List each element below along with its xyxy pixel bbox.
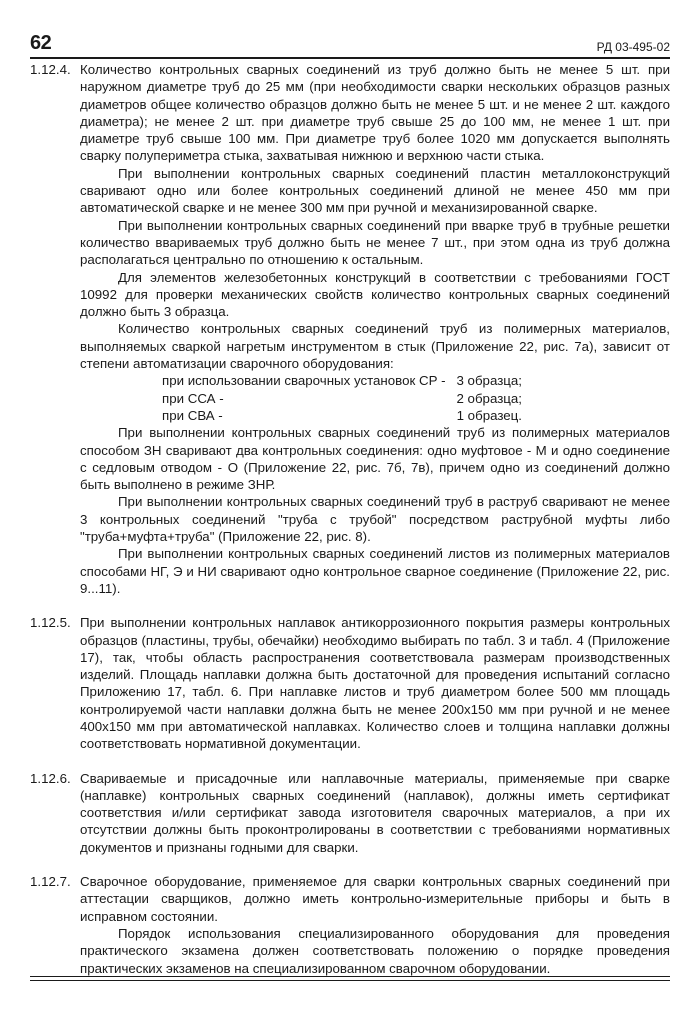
- list-item-label: при ССА -: [162, 390, 224, 406]
- page-header: [30, 32, 670, 58]
- paragraph: При выполнении контрольных сварных соединений листов из полимерных материалов способами НГ, Э и НИ сваривают одно контрольное сварное соединение (Приложение 22, рис. 9...11).: [80, 546, 670, 596]
- section-number: 1.12.7.: [30, 874, 71, 890]
- document-code: РД 03-495-02: [596, 40, 670, 54]
- list-item: [162, 407, 522, 424]
- paragraph: Сварочное оборудование, применяемое для сварки контрольных сварных соединений при аттестации сварщиков, должно иметь контрольно-измерительные приборы и быть в исправном состоянии.: [80, 874, 670, 924]
- section-1-12-6: [30, 770, 670, 856]
- section-number: 1.12.5.: [30, 615, 71, 631]
- sample-count-list: [162, 372, 522, 424]
- list-item: [162, 390, 522, 407]
- list-item-value: 3 образца;: [456, 373, 522, 389]
- section-number: 1.12.4.: [30, 62, 71, 77]
- section-body: [80, 614, 670, 752]
- list-item-value: 1 образец.: [456, 407, 522, 423]
- paragraph: При выполнении контрольных сварных соединений пластин металлоконструкций сваривают одно или более контрольных соединений длиной не менее 450 мм при автоматической сварке и не менее 300 мм при ручной и механизированной сварке.: [80, 165, 670, 216]
- section-body: [80, 770, 670, 856]
- paragraph: Порядок использования специализированного оборудования для проведения практического экзамена должен соответствовать положению о порядке проведения практических экзаменов на специализированном сварочном оборудовании.: [80, 925, 670, 976]
- footer-rule: [30, 980, 670, 981]
- section-1-12-4: [30, 61, 670, 597]
- paragraph: Количество контрольных сварных соединений труб из полимерных материалов, выполняемых сваркой нагретым инструментом в стык (Приложение 22, рис. 7а), зависит от степени автоматизации сварочного оборудования:: [80, 321, 670, 372]
- section-number: 1.12.6.: [30, 770, 71, 786]
- list-item-label: при использовании сварочных установок СР -: [162, 373, 446, 389]
- paragraph: Свариваемые и присадочные или наплавочные материалы, применяемые при сварке (наплавке) контрольных сварных соединений (наплавок), должны иметь сертификат соответствия и/или сертификат завода изготовителя сварочных материалов, а при их отсутствии должны быть проконтролированы в соответствии с требованиями нормативных документов и признаны годными для сварки.: [80, 770, 670, 855]
- paragraph: При выполнении контрольных сварных соединений при вварке труб в трубные решетки количество ввариваемых труб должно быть не менее 7 шт., при этом одна из труб должна располагаться центрально по отношению к остальным.: [80, 217, 670, 268]
- header-rule: [30, 57, 670, 59]
- section-body: [80, 61, 670, 597]
- paragraph: При выполнении контрольных наплавок антикоррозионного покрытия размеры контрольных образцов (пластины, трубы, обечайки) необходимо выбирать по табл. 3 и табл. 4 (Приложение 17), так, чтобы область распространения соответствовала размерам производственных изделий. Площадь наплавки должна быть достаточной для проведения испытаний согласно Приложению 17, табл. 6. При наплавке листов и труб диаметром более 500 мм площадь контролируемой части наплавки должна быть не менее 200х150 мм при ручной и не менее 400х150 мм при автоматической наплавках. Количество слоев и толщина наплавки должны соответствовать нормативной документации.: [80, 615, 670, 752]
- list-item: [162, 372, 522, 389]
- section-1-12-5: [30, 614, 670, 752]
- document-body: [30, 61, 670, 977]
- paragraph: При выполнении контрольных сварных соединений труб из полимерных материалов способом ЗН сваривают два контрольных соединения: одно муфтовое - М и одно соединение с седловым отводом - О (Приложение 22, рис. 7б, 7в), причем одно из соединений должно быть выполнено в режиме ЗНР.: [80, 425, 670, 493]
- paragraph: При выполнении контрольных сварных соединений труб в раструб сваривают не менее 3 контрольных соединений "труба с трубой" посредством раструбной муфты либо "труба+муфта+труба" (Приложение 22, рис. 8).: [80, 494, 670, 545]
- paragraph: Для элементов железобетонных конструкций в соответствии с требованиями ГОСТ 10992 для проверки механических свойств количество контрольных сварных соединений должно быть 3 образца.: [80, 269, 670, 320]
- paragraph: Количество контрольных сварных соединений из труб должно быть не менее 5 шт. при наружном диаметре труб до 25 мм (при необходимости сварки нескольких образцов разных диаметров общее количество образцов должно быть не менее 5 шт. и не менее 2 шт. каждого диаметра); не менее 2 шт. при диаметре труб свыше 25 до 100 мм, не менее 1 шт. при диаметре труб свыше 100 мм. При диаметре труб более 1020 мм допускается выполнять сварку полупериметра стыка, захватывая нижнюю и верхнюю части стыка.: [80, 62, 670, 164]
- section-body: [80, 873, 670, 977]
- section-1-12-7: [30, 873, 670, 977]
- list-item-value: 2 образца;: [456, 390, 522, 406]
- list-item-label: при СВА -: [162, 407, 223, 423]
- footer-rule: [30, 976, 670, 977]
- page-number: 62: [30, 32, 52, 54]
